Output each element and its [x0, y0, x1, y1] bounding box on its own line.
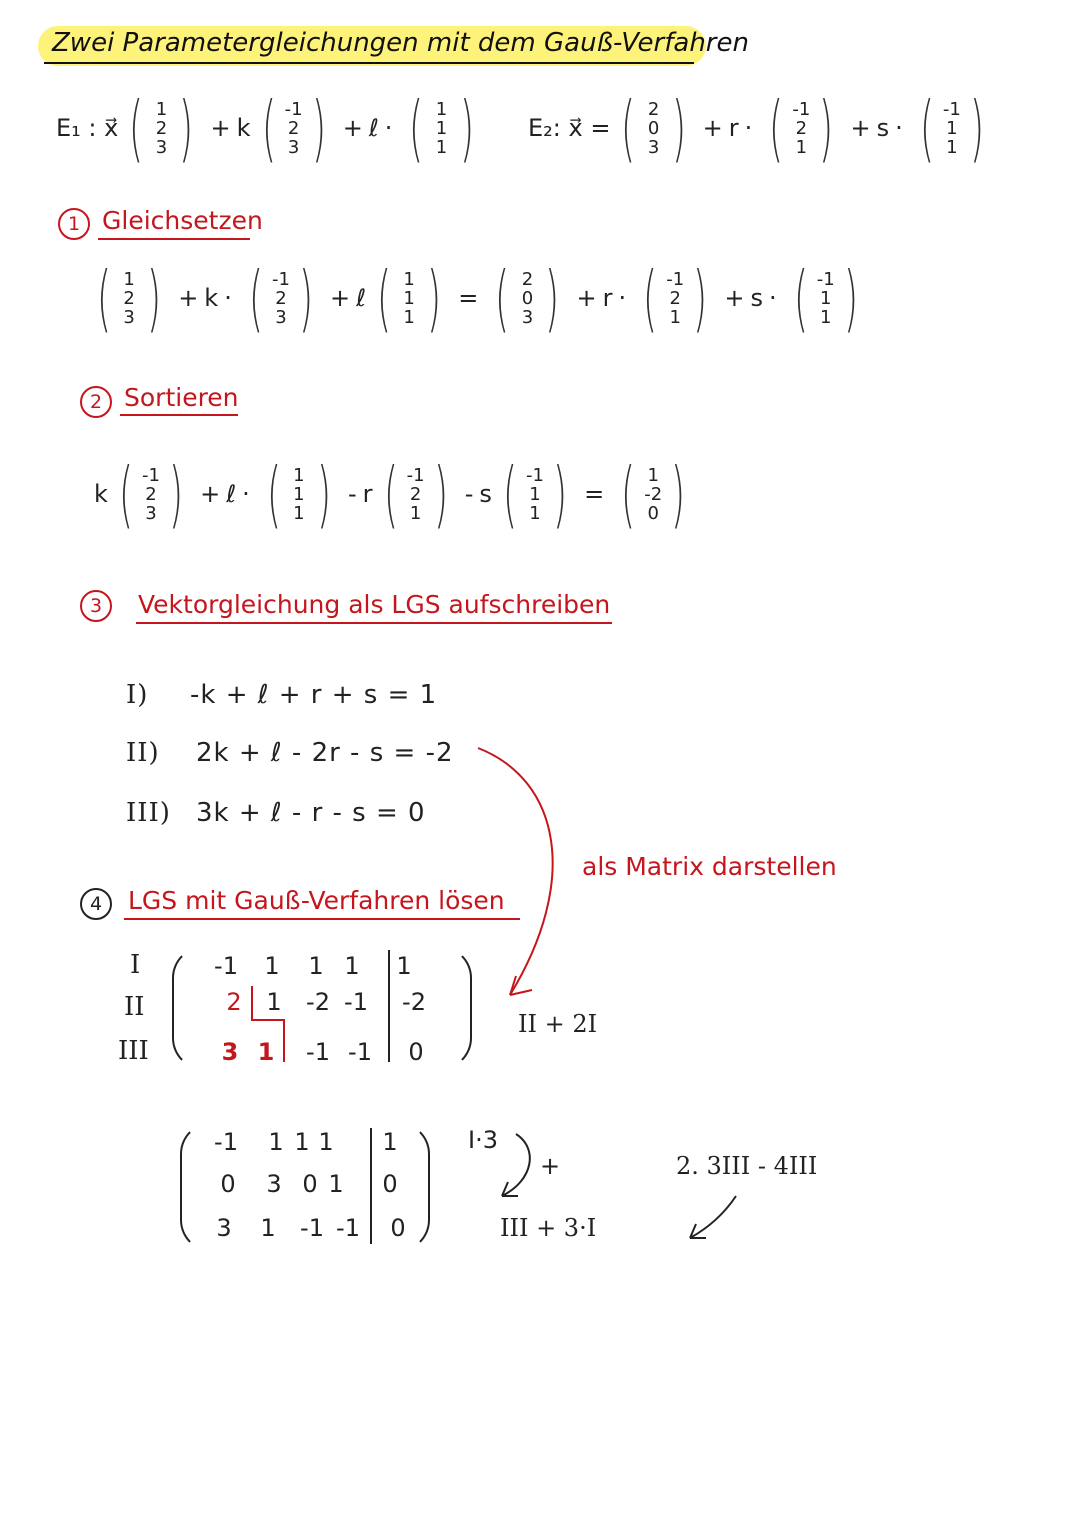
- matrix2-note-plus: +: [540, 1152, 561, 1180]
- page-title: Zwei Parametergleichungen mit dem Gauß-Verfahren: [52, 28, 749, 58]
- step-3-number: 3: [80, 590, 112, 622]
- equation-sortiert: k ( -1 2 3 ) + ℓ · ( 1 1 1 ) - r ( -1 2 1 ) - s ( -1 1 1 ) = ( 1 -2 0 ): [94, 452, 686, 536]
- matrix1-label-2: II: [124, 992, 145, 1022]
- e2-direction-1: ( -1 2 1 ): [769, 86, 834, 170]
- e1-param-k: k: [236, 114, 251, 142]
- e1-direction-2: ( 1 1 1 ): [409, 86, 474, 170]
- step-3-underline: [136, 622, 612, 624]
- m2-cell: 1: [328, 1170, 344, 1198]
- m1-cell: -1: [348, 1038, 372, 1066]
- matrix2-operation: III + 3·I: [500, 1214, 597, 1242]
- m2-cell: 0: [382, 1170, 398, 1198]
- lgs-row-1: I) -k + ℓ + r + s = 1: [126, 680, 438, 710]
- matrix1-right-paren: [440, 946, 472, 1070]
- matrix1-label-1: I: [130, 950, 141, 980]
- plane-e2: E₂: x⃗ = ( 2 0 3 ) + r · ( -1 2 1 ) + s · ( -1 1 1 ): [528, 92, 995, 164]
- annotation-matrix: als Matrix darstellen: [582, 852, 837, 881]
- step-2-operation: 2. 3III - 4III: [676, 1152, 818, 1180]
- m1-cell: -2: [306, 988, 330, 1016]
- m2-cell: 0: [302, 1170, 318, 1198]
- lgs-row-2: II) 2k + ℓ - 2r - s = -2: [126, 738, 454, 768]
- step-2-number: 2: [80, 386, 112, 418]
- step-1-heading: Gleichsetzen: [102, 206, 263, 235]
- plane-e1: E₁ : x⃗ ( 1 2 3 ) + k ( -1 2 3 ) + ℓ · ( 1 1 1 ): [56, 92, 485, 164]
- step-4-heading: LGS mit Gauß-Verfahren lösen: [128, 886, 505, 915]
- m2-cell: 1: [268, 1128, 284, 1156]
- e2-support-vector: ( 2 0 3 ): [621, 86, 686, 170]
- step-1-number: 1: [58, 208, 90, 240]
- m1-cell: 1: [308, 952, 324, 980]
- m2-cell: 0: [220, 1170, 236, 1198]
- e2-direction-2: ( -1 1 1 ): [919, 86, 984, 170]
- lgs-row-3: III) 3k + ℓ - r - s = 0: [126, 798, 426, 828]
- m1-cell: 1: [344, 952, 360, 980]
- e1-param-l: ℓ: [368, 114, 379, 142]
- matrix1-staircase: [248, 984, 298, 1064]
- m2-cell: 3: [216, 1214, 232, 1242]
- lgs-label-1: I): [126, 680, 149, 710]
- m1-cell: -1: [306, 1038, 330, 1066]
- m2-cell: -1: [300, 1214, 324, 1242]
- m1-cell: -1: [214, 952, 238, 980]
- e2-param-s: s: [876, 114, 890, 142]
- arrow-to-matrix: [470, 740, 590, 1010]
- e2-label: E₂: x⃗ =: [528, 114, 611, 142]
- m1-cell: -2: [402, 988, 426, 1016]
- m2-cell: 0: [390, 1214, 406, 1242]
- matrix2-curve-arrow: [494, 1130, 544, 1210]
- step-1-underline: [98, 238, 250, 240]
- m1-cell: 1: [396, 952, 412, 980]
- equation-gleichsetzen: ( 1 2 3 ) + k · ( -1 2 3 ) + ℓ ( 1 1 1 ) = ( 2 0 3 ) + r · ( -1 2 1 ) + s · ( -1 1 1 ): [97, 256, 858, 340]
- m2-cell: 3: [266, 1170, 282, 1198]
- lgs-label-3: III): [126, 798, 171, 828]
- step-4-number: 4: [80, 888, 112, 920]
- m1-cell: 1: [264, 952, 280, 980]
- e1-label: E₁ : x⃗: [56, 114, 119, 142]
- step-4-underline: [124, 918, 520, 920]
- step-2-underline: [120, 414, 238, 416]
- m2-cell: 1: [318, 1128, 334, 1156]
- e2-param-r: r: [728, 114, 739, 142]
- m1-cell: 1: [266, 988, 282, 1016]
- matrix2-note-mult: I·3: [468, 1126, 498, 1154]
- m1-cell: 0: [408, 1038, 424, 1066]
- title-underline: [44, 62, 694, 64]
- m2-cell: 1: [260, 1214, 276, 1242]
- matrix1-left-paren: [172, 946, 204, 1070]
- m1-cell-highlight: 3: [221, 1038, 239, 1066]
- matrix1-operation: II + 2I: [518, 1010, 598, 1038]
- step-2-heading: Sortieren: [124, 383, 239, 412]
- step-3-heading: Vektorgleichung als LGS aufschreiben: [138, 590, 611, 619]
- e1-direction-1: ( -1 2 3 ): [261, 86, 326, 170]
- lgs-label-2: II): [126, 738, 160, 768]
- matrix1-label-3: III: [118, 1036, 149, 1066]
- m2-cell: -1: [336, 1214, 360, 1242]
- m1-cell: -1: [344, 988, 368, 1016]
- e1-support-vector: ( 1 2 3 ): [129, 86, 194, 170]
- m1-cell-pivot: 2: [226, 988, 242, 1016]
- step-2-arrow: [684, 1192, 744, 1244]
- m2-cell: 1: [382, 1128, 398, 1156]
- m1-cell-highlight: 1: [257, 1038, 275, 1066]
- m2-cell: -1: [214, 1128, 238, 1156]
- m2-cell: 1: [294, 1128, 310, 1156]
